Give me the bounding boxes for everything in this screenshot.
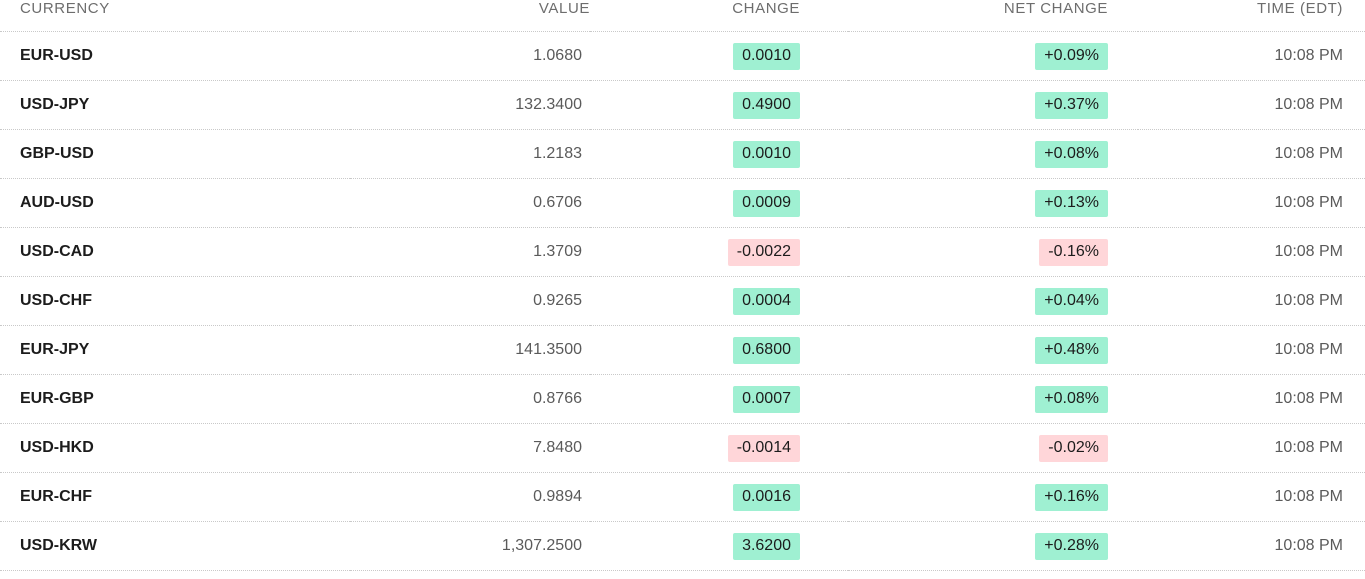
change-badge: 0.0007 bbox=[733, 386, 800, 413]
cell-net-change bbox=[848, 32, 1138, 81]
cell-value: 141.3500 bbox=[350, 326, 590, 375]
cell-change bbox=[590, 228, 848, 277]
cell-net-change bbox=[848, 326, 1138, 375]
cell-net-change bbox=[848, 522, 1138, 571]
change-badge: 0.6800 bbox=[733, 337, 800, 364]
change-badge: 0.0004 bbox=[733, 288, 800, 315]
cell-time: 10:08 PM bbox=[1138, 424, 1365, 473]
net-change-badge: +0.28% bbox=[1035, 533, 1108, 560]
cell-currency[interactable]: AUD-USD bbox=[0, 179, 350, 228]
cell-net-change bbox=[848, 228, 1138, 277]
column-header-change[interactable]: CHANGE bbox=[590, 0, 848, 32]
cell-change bbox=[590, 522, 848, 571]
table-header-row bbox=[0, 0, 1365, 32]
cell-change bbox=[590, 326, 848, 375]
cell-net-change bbox=[848, 130, 1138, 179]
cell-change bbox=[590, 277, 848, 326]
cell-time: 10:08 PM bbox=[1138, 32, 1365, 81]
net-change-badge: -0.02% bbox=[1039, 435, 1108, 462]
cell-value: 0.8766 bbox=[350, 375, 590, 424]
cell-value: 1,307.2500 bbox=[350, 522, 590, 571]
column-header-value[interactable]: VALUE bbox=[350, 0, 590, 32]
table-row[interactable] bbox=[0, 228, 1365, 277]
cell-time: 10:08 PM bbox=[1138, 522, 1365, 571]
cell-net-change bbox=[848, 277, 1138, 326]
table-header bbox=[0, 0, 1365, 32]
column-header-currency[interactable]: CURRENCY bbox=[0, 0, 350, 32]
net-change-badge: +0.04% bbox=[1035, 288, 1108, 315]
cell-change bbox=[590, 424, 848, 473]
cell-net-change bbox=[848, 424, 1138, 473]
table-row[interactable] bbox=[0, 179, 1365, 228]
table-row[interactable] bbox=[0, 473, 1365, 522]
cell-currency[interactable]: USD-JPY bbox=[0, 81, 350, 130]
cell-net-change bbox=[848, 81, 1138, 130]
change-badge: -0.0022 bbox=[728, 239, 800, 266]
column-header-time[interactable]: TIME (EDT) bbox=[1138, 0, 1365, 32]
cell-time: 10:08 PM bbox=[1138, 179, 1365, 228]
cell-value: 1.3709 bbox=[350, 228, 590, 277]
cell-time: 10:08 PM bbox=[1138, 228, 1365, 277]
cell-time: 10:08 PM bbox=[1138, 81, 1365, 130]
table-body bbox=[0, 32, 1365, 571]
cell-change bbox=[590, 375, 848, 424]
cell-time: 10:08 PM bbox=[1138, 277, 1365, 326]
cell-currency[interactable]: GBP-USD bbox=[0, 130, 350, 179]
cell-change bbox=[590, 32, 848, 81]
cell-value: 0.9265 bbox=[350, 277, 590, 326]
table-row[interactable] bbox=[0, 326, 1365, 375]
net-change-badge: +0.37% bbox=[1035, 92, 1108, 119]
cell-currency[interactable]: EUR-GBP bbox=[0, 375, 350, 424]
cell-net-change bbox=[848, 473, 1138, 522]
change-badge: 0.4900 bbox=[733, 92, 800, 119]
cell-time: 10:08 PM bbox=[1138, 375, 1365, 424]
cell-change bbox=[590, 179, 848, 228]
cell-value: 1.2183 bbox=[350, 130, 590, 179]
cell-value: 0.9894 bbox=[350, 473, 590, 522]
net-change-badge: -0.16% bbox=[1039, 239, 1108, 266]
cell-change bbox=[590, 473, 848, 522]
cell-currency[interactable]: USD-KRW bbox=[0, 522, 350, 571]
cell-value: 1.0680 bbox=[350, 32, 590, 81]
column-header-net-change[interactable]: NET CHANGE bbox=[848, 0, 1138, 32]
cell-time: 10:08 PM bbox=[1138, 130, 1365, 179]
net-change-badge: +0.09% bbox=[1035, 43, 1108, 70]
change-badge: 0.0009 bbox=[733, 190, 800, 217]
net-change-badge: +0.13% bbox=[1035, 190, 1108, 217]
cell-currency[interactable]: USD-HKD bbox=[0, 424, 350, 473]
cell-currency[interactable]: USD-CAD bbox=[0, 228, 350, 277]
table-row[interactable] bbox=[0, 522, 1365, 571]
cell-currency[interactable]: EUR-CHF bbox=[0, 473, 350, 522]
net-change-badge: +0.08% bbox=[1035, 141, 1108, 168]
change-badge: 0.0010 bbox=[733, 43, 800, 70]
cell-time: 10:08 PM bbox=[1138, 473, 1365, 522]
cell-change bbox=[590, 130, 848, 179]
table-row[interactable] bbox=[0, 375, 1365, 424]
cell-currency[interactable]: EUR-USD bbox=[0, 32, 350, 81]
table-row[interactable] bbox=[0, 130, 1365, 179]
change-badge: 0.0010 bbox=[733, 141, 800, 168]
cell-net-change bbox=[848, 375, 1138, 424]
net-change-badge: +0.16% bbox=[1035, 484, 1108, 511]
change-badge: 3.6200 bbox=[733, 533, 800, 560]
change-badge: -0.0014 bbox=[728, 435, 800, 462]
table-row[interactable] bbox=[0, 81, 1365, 130]
table-row[interactable] bbox=[0, 277, 1365, 326]
cell-value: 0.6706 bbox=[350, 179, 590, 228]
cell-change bbox=[590, 81, 848, 130]
table-row[interactable] bbox=[0, 424, 1365, 473]
net-change-badge: +0.48% bbox=[1035, 337, 1108, 364]
net-change-badge: +0.08% bbox=[1035, 386, 1108, 413]
change-badge: 0.0016 bbox=[733, 484, 800, 511]
table-row[interactable] bbox=[0, 32, 1365, 81]
cell-currency[interactable]: EUR-JPY bbox=[0, 326, 350, 375]
cell-time: 10:08 PM bbox=[1138, 326, 1365, 375]
cell-net-change bbox=[848, 179, 1138, 228]
cell-currency[interactable]: USD-CHF bbox=[0, 277, 350, 326]
cell-value: 7.8480 bbox=[350, 424, 590, 473]
cell-value: 132.3400 bbox=[350, 81, 590, 130]
